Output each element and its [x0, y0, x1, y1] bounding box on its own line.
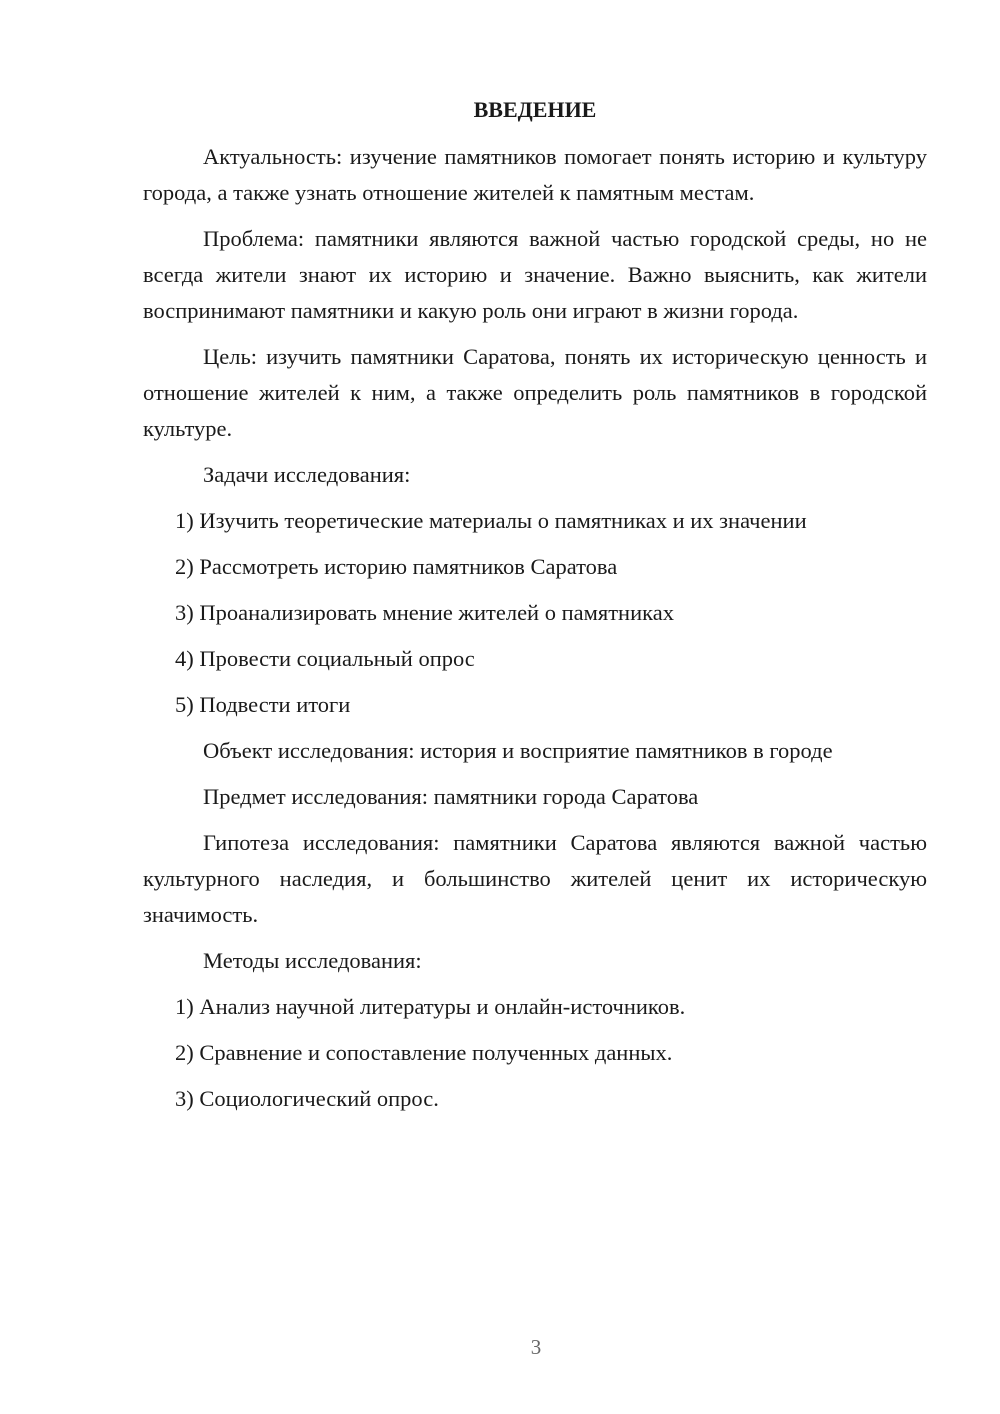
method-item: 3) Социологический опрос.	[175, 1086, 439, 1111]
goal-paragraph: Цель: изучить памятники Саратова, понять их историческую ценность и отношение жителей к ним, а также определить роль памятников в городской культуре.	[143, 344, 927, 441]
method-item: 1) Анализ научной литературы и онлайн-источников.	[175, 994, 686, 1019]
relevance-paragraph: Актуальность: изучение памятников помогает понять историю и культуру города, а также узнать отношение жителей к памятным местам.	[143, 144, 927, 205]
object-paragraph: Объект исследования: история и восприятие памятников в городе	[203, 738, 833, 763]
page-title: ВВЕДЕНИЕ	[473, 97, 597, 122]
task-item: 3) Проанализировать мнение жителей о памятниках	[175, 600, 674, 625]
page-content	[143, 93, 927, 1127]
task-item: 1) Изучить теоретические материалы о памятниках и их значении	[175, 508, 807, 533]
hypothesis-paragraph: Гипотеза исследования: памятники Саратова являются важной частью культурного наследия, и большинство жителей ценит их историческую значимость.	[143, 830, 927, 927]
task-item: 5) Подвести итоги	[175, 692, 351, 717]
page-number: 3	[530, 1335, 542, 1359]
tasks-heading: Задачи исследования:	[203, 462, 411, 487]
methods-heading: Методы исследования:	[203, 948, 422, 973]
subject-paragraph: Предмет исследования: памятники города Саратова	[203, 784, 699, 809]
task-item: 4) Провести социальный опрос	[175, 646, 475, 671]
method-item: 2) Сравнение и сопоставление полученных данных.	[175, 1040, 673, 1065]
task-item: 2) Рассмотреть историю памятников Саратова	[175, 554, 618, 579]
problem-paragraph: Проблема: памятники являются важной частью городской среды, но не всегда жители знают их историю и значение. Важно выяснить, как жители воспринимают памятники и какую роль они играют в жизни города.	[143, 226, 927, 323]
